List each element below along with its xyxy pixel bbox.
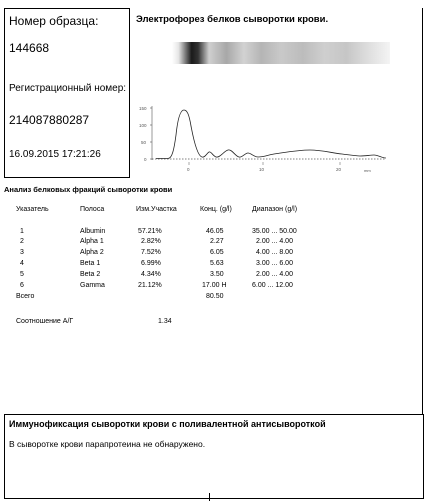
sample-datetime: 16.09.2015 17:21:26	[9, 149, 101, 160]
bottom-divider	[5, 498, 423, 499]
densitometry-curve	[156, 110, 386, 159]
immunofixation-box	[4, 414, 424, 499]
page-border-right	[422, 8, 423, 414]
analysis-title: Анализ белковых фракций сыворотки крови	[4, 185, 173, 194]
col-header-concentration: Конц. (g/l)	[200, 206, 232, 213]
col-header-range: Диапазон (g/l)	[252, 206, 298, 213]
electrophoregram	[138, 100, 388, 180]
y-tick-label-50: 50	[141, 140, 147, 145]
y-tick-label-150: 150	[139, 106, 147, 111]
total-value: 80.50	[206, 293, 224, 300]
electrophoresis-gel-strip	[172, 42, 390, 64]
ag-ratio-value: 1.34	[158, 318, 172, 325]
registration-number: 214087880287	[9, 113, 90, 127]
immunofixation-title: Иммунофиксация сыворотки крови с поливалентной антисывороткой	[9, 419, 326, 429]
y-tick-label-100: 100	[139, 123, 147, 128]
sample-number: 144668	[9, 41, 50, 55]
y-tick-label-0: 0	[144, 157, 147, 162]
x-tick-label-0: 0	[187, 167, 190, 172]
electrophoresis-title: Электрофорез белков сыворотки крови.	[136, 14, 329, 25]
x-tick-label-10: 10	[259, 167, 265, 172]
x-axis-unit: mm	[364, 168, 371, 173]
registration-number-label: Регистрационный номер:	[9, 83, 127, 94]
col-header-band: Полоса	[80, 206, 105, 213]
total-label: Всего	[16, 293, 35, 300]
sample-number-label: Номер образца:	[9, 14, 99, 28]
ag-ratio-label: Соотношение А/Г	[16, 318, 74, 325]
col-header-measured: Изм.Участка	[136, 206, 177, 213]
sample-info-box	[4, 8, 130, 178]
x-tick-label-20: 20	[336, 167, 342, 172]
immunofixation-result: В сыворотке крови парапротеина не обнаружено.	[9, 439, 206, 449]
col-header-indicator: Указатель	[16, 206, 49, 213]
